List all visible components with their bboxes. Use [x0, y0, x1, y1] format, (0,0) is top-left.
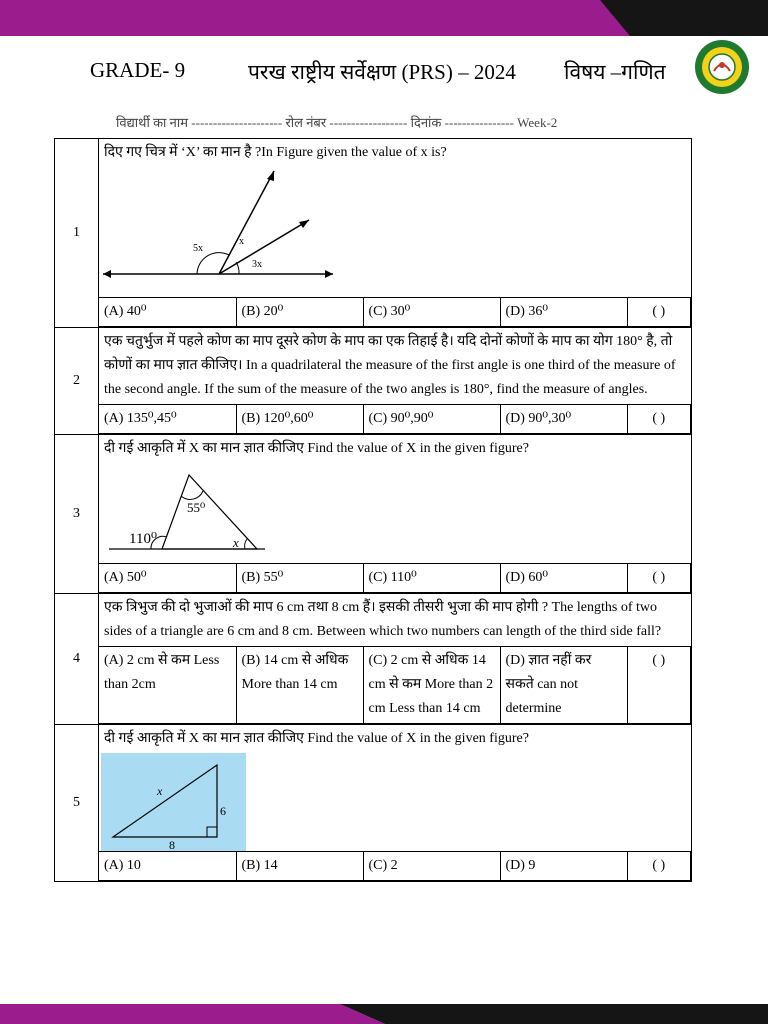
rajasthan-emblem-logo	[692, 38, 752, 96]
option-d[interactable]: (D) 60⁰	[500, 564, 627, 593]
option-a[interactable]: (A) 135⁰,45⁰	[99, 405, 236, 434]
option-a[interactable]: (A) 10	[99, 852, 236, 881]
answer-blank[interactable]: ( )	[627, 298, 691, 327]
figure-label: x	[233, 535, 239, 550]
options-row	[99, 404, 691, 434]
option-d[interactable]: (D) ज्ञात नहीं कर सकते can not determine	[500, 647, 627, 724]
right-triangle-figure	[101, 753, 246, 851]
question-row-3	[55, 435, 692, 594]
subject-label: विषय –गणित	[564, 60, 666, 84]
question-row-2	[55, 328, 692, 435]
figure-label: x	[239, 236, 244, 247]
figure-label: 8	[169, 838, 175, 851]
answer-blank[interactable]: ( )	[627, 564, 691, 593]
option-c[interactable]: (C) 30⁰	[363, 298, 500, 327]
option-b[interactable]: (B) 120⁰,60⁰	[236, 405, 363, 434]
question-number: 4	[55, 594, 99, 725]
option-d[interactable]: (D) 9	[500, 852, 627, 881]
options-row	[99, 646, 691, 724]
options-row	[99, 851, 691, 881]
option-b[interactable]: (B) 14	[236, 852, 363, 881]
angle-figure	[101, 167, 341, 297]
top-color-band	[0, 0, 768, 36]
figure-label: 110⁰	[129, 531, 157, 547]
option-b[interactable]: (B) 55⁰	[236, 564, 363, 593]
figure-label: 5x	[193, 243, 203, 254]
figure-label: 55⁰	[187, 500, 206, 515]
option-b[interactable]: (B) 14 cm से अधिक More than 14 cm	[236, 647, 363, 724]
student-info-line: विद्यार्थी का नाम --------------------- रोल नंबर ------------------ दिनांक ---------------- Week-2	[116, 115, 558, 130]
option-b[interactable]: (B) 20⁰	[236, 298, 363, 327]
answer-blank[interactable]: ( )	[627, 405, 691, 434]
survey-title: परख राष्ट्रीय सर्वेक्षण (PRS) – 2024	[248, 60, 516, 84]
question-text: दी गई आकृति में X का मान ज्ञात कीजिए Find the value of X in the given figure?	[104, 731, 529, 746]
question-number: 5	[55, 725, 99, 882]
bottom-color-band	[0, 976, 768, 1024]
option-a[interactable]: (A) 2 cm से कम Less than 2cm	[99, 647, 236, 724]
option-a[interactable]: (A) 40⁰	[99, 298, 236, 327]
figure-label: x	[157, 784, 163, 798]
questions-table	[54, 138, 692, 882]
question-number: 1	[55, 139, 99, 328]
option-c[interactable]: (C) 110⁰	[363, 564, 500, 593]
option-d[interactable]: (D) 90⁰,30⁰	[500, 405, 627, 434]
question-row-5	[55, 725, 692, 882]
option-c[interactable]: (C) 2 cm से अधिक 14 cm से कम More than 2 cm Less than 14 cm	[363, 647, 500, 724]
grade-label: GRADE- 9	[90, 58, 186, 82]
options-row	[99, 297, 691, 327]
question-text: एक त्रिभुज की दो भुजाओं की माप 6 cm तथा 8 cm हैं। इसकी तीसरी भुजा की माप होगी ? The lengths of two sides of a triangle are 6 cm and 8 cm. Between which two numbers can length of the third side fall?	[104, 600, 662, 639]
question-text: एक चतुर्भुज में पहले कोण का माप दूसरे कोण के माप का एक तिहाई है। यदि दोनों कोणों के माप का योग 180° है, तो कोणों का माप ज्ञात कीजिए। In a quadrilateral the measure of the first angle is one third of the measure of the second angle. If the sum of the measure of the two angles is 180°, find the measure of angles.	[104, 334, 676, 397]
triangle-exterior-angle-figure	[107, 463, 277, 563]
answer-blank[interactable]: ( )	[627, 852, 691, 881]
option-d[interactable]: (D) 36⁰	[500, 298, 627, 327]
options-row	[99, 563, 691, 593]
question-number: 3	[55, 435, 99, 594]
option-c[interactable]: (C) 90⁰,90⁰	[363, 405, 500, 434]
figure-label: 6	[220, 804, 226, 818]
question-row-4	[55, 594, 692, 725]
question-row-1	[55, 139, 692, 328]
answer-blank[interactable]: ( )	[627, 647, 691, 724]
figure-label: 3x	[252, 259, 262, 270]
question-number: 2	[55, 328, 99, 435]
option-a[interactable]: (A) 50⁰	[99, 564, 236, 593]
question-text: दी गई आकृति में X का मान ज्ञात कीजिए Find the value of X in the given figure?	[104, 441, 529, 456]
option-c[interactable]: (C) 2	[363, 852, 500, 881]
question-text: दिए गए चित्र में ‘X’ का मान है ?In Figure given the value of x is?	[104, 145, 447, 160]
